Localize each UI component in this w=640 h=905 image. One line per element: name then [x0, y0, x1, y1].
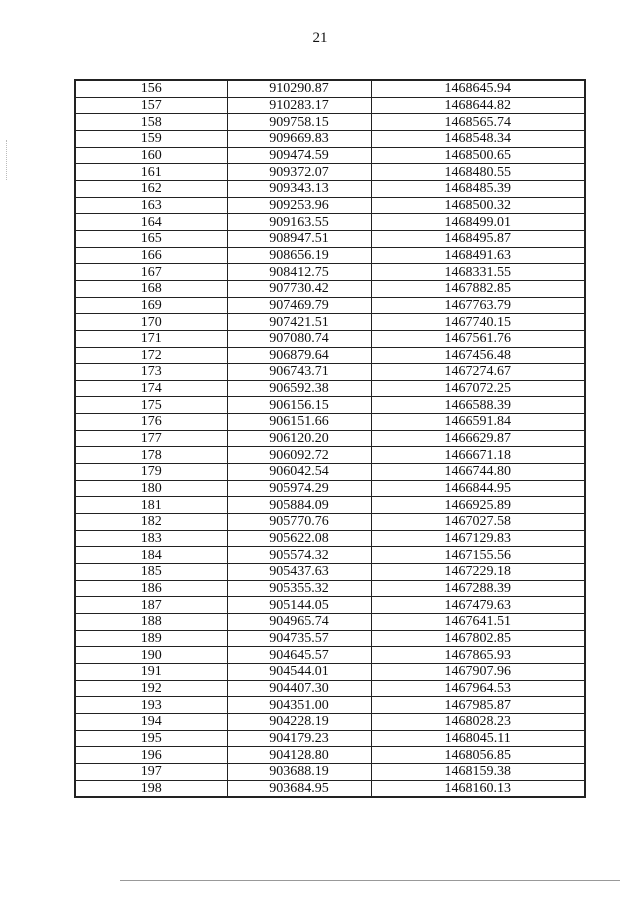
- x-coordinate-cell: 904351.00: [227, 697, 371, 714]
- point-number-cell: 197: [75, 763, 227, 780]
- point-number-cell: 181: [75, 497, 227, 514]
- point-number-cell: 182: [75, 514, 227, 531]
- point-number-cell: 198: [75, 780, 227, 797]
- table-row: [75, 380, 585, 397]
- point-number-cell: 178: [75, 447, 227, 464]
- x-coordinate-cell: 905355.32: [227, 580, 371, 597]
- x-coordinate-cell: 904179.23: [227, 730, 371, 747]
- point-number-cell: 185: [75, 564, 227, 581]
- y-coordinate-cell: 1467865.93: [371, 647, 585, 664]
- point-number-cell: 177: [75, 430, 227, 447]
- x-coordinate-cell: 906743.71: [227, 364, 371, 381]
- point-number-cell: 157: [75, 97, 227, 114]
- x-coordinate-cell: 909163.55: [227, 214, 371, 231]
- y-coordinate-cell: 1466588.39: [371, 397, 585, 414]
- table-row: [75, 730, 585, 747]
- point-number-cell: 187: [75, 597, 227, 614]
- x-coordinate-cell: 903684.95: [227, 780, 371, 797]
- y-coordinate-cell: 1467456.48: [371, 347, 585, 364]
- point-number-cell: 173: [75, 364, 227, 381]
- table-row: [75, 97, 585, 114]
- x-coordinate-cell: 904128.80: [227, 747, 371, 764]
- table-row: [75, 264, 585, 281]
- x-coordinate-cell: 906592.38: [227, 380, 371, 397]
- x-coordinate-cell: 908656.19: [227, 247, 371, 264]
- point-number-cell: 158: [75, 114, 227, 131]
- x-coordinate-cell: 909253.96: [227, 197, 371, 214]
- table-row: [75, 680, 585, 697]
- coordinates-table-body: [75, 80, 585, 797]
- point-number-cell: 194: [75, 713, 227, 730]
- x-coordinate-cell: 908947.51: [227, 230, 371, 247]
- point-number-cell: 195: [75, 730, 227, 747]
- table-row: [75, 464, 585, 481]
- x-coordinate-cell: 906156.15: [227, 397, 371, 414]
- point-number-cell: 159: [75, 130, 227, 147]
- y-coordinate-cell: 1467907.96: [371, 663, 585, 680]
- x-coordinate-cell: 904228.19: [227, 713, 371, 730]
- point-number-cell: 156: [75, 80, 227, 97]
- table-row: [75, 580, 585, 597]
- x-coordinate-cell: 905437.63: [227, 564, 371, 581]
- table-row: [75, 597, 585, 614]
- point-number-cell: 162: [75, 180, 227, 197]
- table-row: [75, 514, 585, 531]
- y-coordinate-cell: 1467288.39: [371, 580, 585, 597]
- y-coordinate-cell: 1468645.94: [371, 80, 585, 97]
- table-row: [75, 230, 585, 247]
- table-row: [75, 347, 585, 364]
- x-coordinate-cell: 906120.20: [227, 430, 371, 447]
- y-coordinate-cell: 1468159.38: [371, 763, 585, 780]
- x-coordinate-cell: 906879.64: [227, 347, 371, 364]
- table-row: [75, 647, 585, 664]
- x-coordinate-cell: 904544.01: [227, 663, 371, 680]
- coordinates-table: [74, 79, 586, 798]
- y-coordinate-cell: 1468056.85: [371, 747, 585, 764]
- y-coordinate-cell: 1468644.82: [371, 97, 585, 114]
- point-number-cell: 196: [75, 747, 227, 764]
- point-number-cell: 192: [75, 680, 227, 697]
- y-coordinate-cell: 1466925.89: [371, 497, 585, 514]
- y-coordinate-cell: 1468480.55: [371, 164, 585, 181]
- y-coordinate-cell: 1467274.67: [371, 364, 585, 381]
- y-coordinate-cell: 1466844.95: [371, 480, 585, 497]
- point-number-cell: 170: [75, 314, 227, 331]
- footer-rule: [120, 880, 620, 881]
- table-row: [75, 114, 585, 131]
- x-coordinate-cell: 907421.51: [227, 314, 371, 331]
- x-coordinate-cell: 905574.32: [227, 547, 371, 564]
- point-number-cell: 166: [75, 247, 227, 264]
- table-row: [75, 180, 585, 197]
- x-coordinate-cell: 907730.42: [227, 280, 371, 297]
- point-number-cell: 171: [75, 330, 227, 347]
- point-number-cell: 188: [75, 614, 227, 631]
- y-coordinate-cell: 1467072.25: [371, 380, 585, 397]
- x-coordinate-cell: 903688.19: [227, 763, 371, 780]
- point-number-cell: 167: [75, 264, 227, 281]
- table-row: [75, 330, 585, 347]
- x-coordinate-cell: 905770.76: [227, 514, 371, 531]
- x-coordinate-cell: 908412.75: [227, 264, 371, 281]
- page-number: 21: [312, 30, 328, 46]
- y-coordinate-cell: 1467763.79: [371, 297, 585, 314]
- x-coordinate-cell: 909474.59: [227, 147, 371, 164]
- point-number-cell: 164: [75, 214, 227, 231]
- table-row: [75, 297, 585, 314]
- x-coordinate-cell: 907469.79: [227, 297, 371, 314]
- table-row: [75, 247, 585, 264]
- y-coordinate-cell: 1468500.65: [371, 147, 585, 164]
- x-coordinate-cell: 905884.09: [227, 497, 371, 514]
- x-coordinate-cell: 905622.08: [227, 530, 371, 547]
- y-coordinate-cell: 1468045.11: [371, 730, 585, 747]
- table-row: [75, 480, 585, 497]
- y-coordinate-cell: 1467027.58: [371, 514, 585, 531]
- y-coordinate-cell: 1468160.13: [371, 780, 585, 797]
- table-row: [75, 564, 585, 581]
- x-coordinate-cell: 904645.57: [227, 647, 371, 664]
- point-number-cell: 175: [75, 397, 227, 414]
- y-coordinate-cell: 1466591.84: [371, 414, 585, 431]
- table-row: [75, 164, 585, 181]
- point-number-cell: 169: [75, 297, 227, 314]
- table-row: [75, 280, 585, 297]
- x-coordinate-cell: 909758.15: [227, 114, 371, 131]
- point-number-cell: 165: [75, 230, 227, 247]
- point-number-cell: 186: [75, 580, 227, 597]
- y-coordinate-cell: 1468500.32: [371, 197, 585, 214]
- table-row: [75, 530, 585, 547]
- x-coordinate-cell: 910283.17: [227, 97, 371, 114]
- y-coordinate-cell: 1467479.63: [371, 597, 585, 614]
- y-coordinate-cell: 1467561.76: [371, 330, 585, 347]
- x-coordinate-cell: 907080.74: [227, 330, 371, 347]
- point-number-cell: 193: [75, 697, 227, 714]
- table-row: [75, 197, 585, 214]
- table-row: [75, 763, 585, 780]
- table-row: [75, 497, 585, 514]
- table-row: [75, 147, 585, 164]
- y-coordinate-cell: 1468495.87: [371, 230, 585, 247]
- table-row: [75, 663, 585, 680]
- x-coordinate-cell: 906042.54: [227, 464, 371, 481]
- x-coordinate-cell: 904735.57: [227, 630, 371, 647]
- x-coordinate-cell: 910290.87: [227, 80, 371, 97]
- x-coordinate-cell: 904965.74: [227, 614, 371, 631]
- y-coordinate-cell: 1467802.85: [371, 630, 585, 647]
- y-coordinate-cell: 1467155.56: [371, 547, 585, 564]
- x-coordinate-cell: 906092.72: [227, 447, 371, 464]
- x-coordinate-cell: 904407.30: [227, 680, 371, 697]
- y-coordinate-cell: 1467641.51: [371, 614, 585, 631]
- table-row: [75, 130, 585, 147]
- point-number-cell: 184: [75, 547, 227, 564]
- y-coordinate-cell: 1466744.80: [371, 464, 585, 481]
- table-row: [75, 713, 585, 730]
- y-coordinate-cell: 1467129.83: [371, 530, 585, 547]
- x-coordinate-cell: 909372.07: [227, 164, 371, 181]
- table-row: [75, 414, 585, 431]
- x-coordinate-cell: 905974.29: [227, 480, 371, 497]
- x-coordinate-cell: 906151.66: [227, 414, 371, 431]
- table-row: [75, 314, 585, 331]
- point-number-cell: 172: [75, 347, 227, 364]
- table-row: [75, 364, 585, 381]
- point-number-cell: 191: [75, 663, 227, 680]
- table-row: [75, 780, 585, 797]
- point-number-cell: 176: [75, 414, 227, 431]
- y-coordinate-cell: 1468565.74: [371, 114, 585, 131]
- x-coordinate-cell: 909669.83: [227, 130, 371, 147]
- table-row: [75, 397, 585, 414]
- y-coordinate-cell: 1467229.18: [371, 564, 585, 581]
- y-coordinate-cell: 1467740.15: [371, 314, 585, 331]
- scan-margin-mark: [6, 140, 7, 180]
- y-coordinate-cell: 1467964.53: [371, 680, 585, 697]
- y-coordinate-cell: 1468485.39: [371, 180, 585, 197]
- point-number-cell: 183: [75, 530, 227, 547]
- point-number-cell: 163: [75, 197, 227, 214]
- point-number-cell: 160: [75, 147, 227, 164]
- table-row: [75, 614, 585, 631]
- y-coordinate-cell: 1468499.01: [371, 214, 585, 231]
- y-coordinate-cell: 1467985.87: [371, 697, 585, 714]
- point-number-cell: 190: [75, 647, 227, 664]
- table-row: [75, 697, 585, 714]
- y-coordinate-cell: 1468491.63: [371, 247, 585, 264]
- point-number-cell: 174: [75, 380, 227, 397]
- y-coordinate-cell: 1468548.34: [371, 130, 585, 147]
- y-coordinate-cell: 1468331.55: [371, 264, 585, 281]
- table-row: [75, 80, 585, 97]
- y-coordinate-cell: 1468028.23: [371, 713, 585, 730]
- x-coordinate-cell: 909343.13: [227, 180, 371, 197]
- point-number-cell: 161: [75, 164, 227, 181]
- point-number-cell: 179: [75, 464, 227, 481]
- point-number-cell: 180: [75, 480, 227, 497]
- y-coordinate-cell: 1467882.85: [371, 280, 585, 297]
- point-number-cell: 168: [75, 280, 227, 297]
- x-coordinate-cell: 905144.05: [227, 597, 371, 614]
- table-row: [75, 747, 585, 764]
- table-row: [75, 214, 585, 231]
- table-row: [75, 430, 585, 447]
- point-number-cell: 189: [75, 630, 227, 647]
- table-row: [75, 447, 585, 464]
- y-coordinate-cell: 1466629.87: [371, 430, 585, 447]
- table-row: [75, 547, 585, 564]
- table-row: [75, 630, 585, 647]
- y-coordinate-cell: 1466671.18: [371, 447, 585, 464]
